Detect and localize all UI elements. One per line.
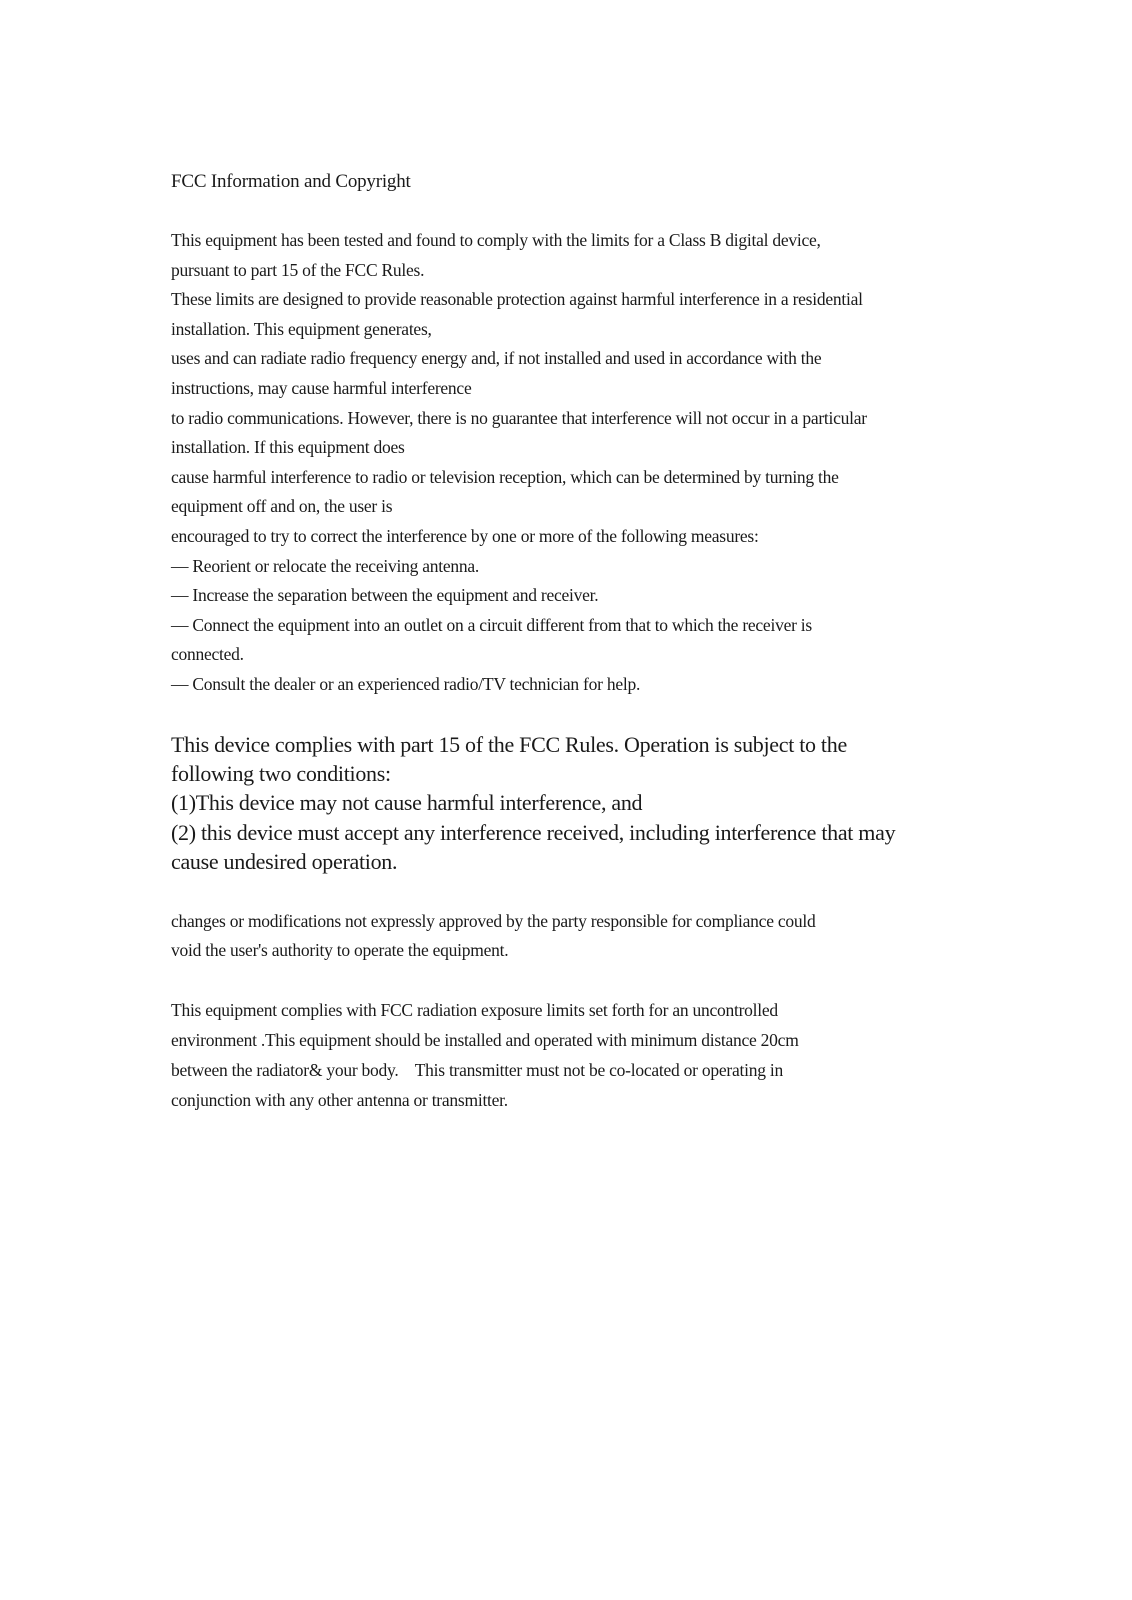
- measure-item: — Increase the separation between the equipment and receiver.: [171, 585, 599, 606]
- text-line: changes or modifications not expressly approved by the party responsible for compliance could: [171, 910, 816, 931]
- text-line: These limits are designed to provide reasonable protection against harmful interference in a residential: [171, 289, 863, 310]
- spacer: [171, 877, 971, 907]
- radiation-exposure-section: [171, 996, 971, 1115]
- text-line: installation. This equipment generates,: [171, 318, 432, 339]
- spacer: [171, 966, 971, 996]
- text-line: pursuant to part 15 of the FCC Rules.: [171, 259, 425, 280]
- text-line: installation. If this equipment does: [171, 437, 405, 458]
- fcc-class-b-section: [171, 226, 971, 700]
- text-line: cause undesired operation.: [171, 849, 398, 875]
- text-line: following two conditions:: [171, 760, 391, 786]
- text-line: cause harmful interference to radio or television reception, which can be determined by turning the: [171, 466, 839, 487]
- text-line: This device complies with part 15 of the FCC Rules. Operation is subject to the: [171, 731, 847, 757]
- text-line: to radio communications. However, there is no guarantee that interference will not occur in a particular: [171, 407, 867, 428]
- measure-item: — Connect the equipment into an outlet on a circuit different from that to which the receiver is: [171, 614, 812, 635]
- text-line: environment .This equipment should be installed and operated with minimum distance 20cm: [171, 1029, 799, 1050]
- text-line: equipment off and on, the user is: [171, 496, 393, 517]
- text-line: conjunction with any other antenna or transmitter.: [171, 1089, 508, 1110]
- text-line: This equipment has been tested and found to comply with the limits for a Class B digital device,: [171, 230, 821, 250]
- part15-conditions-section: [171, 730, 971, 877]
- text-line: instructions, may cause harmful interference: [171, 377, 472, 398]
- text-line: connected.: [171, 644, 244, 665]
- modifications-warning-section: [171, 907, 971, 967]
- measure-item: — Consult the dealer or an experienced radio/TV technician for help.: [171, 673, 641, 694]
- text-line: void the user's authority to operate the equipment.: [171, 940, 509, 961]
- document-title: FCC Information and Copyright: [171, 171, 411, 192]
- text-line: uses and can radiate radio frequency energy and, if not installed and used in accordance with the: [171, 348, 822, 369]
- spacer: [171, 700, 971, 730]
- document-page: [171, 168, 971, 1115]
- text-line: This equipment complies with FCC radiation exposure limits set forth for an uncontrolled: [171, 1000, 778, 1021]
- text-line: encouraged to try to correct the interference by one or more of the following measures:: [171, 525, 759, 546]
- measure-item: — Reorient or relocate the receiving antenna.: [171, 555, 479, 576]
- condition-item: (2) this device must accept any interference received, including interference that may: [171, 819, 896, 845]
- condition-item: (1)This device may not cause harmful interference, and: [171, 790, 643, 816]
- text-line: between the radiator& your body. This transmitter must not be co-located or operating in: [171, 1059, 783, 1080]
